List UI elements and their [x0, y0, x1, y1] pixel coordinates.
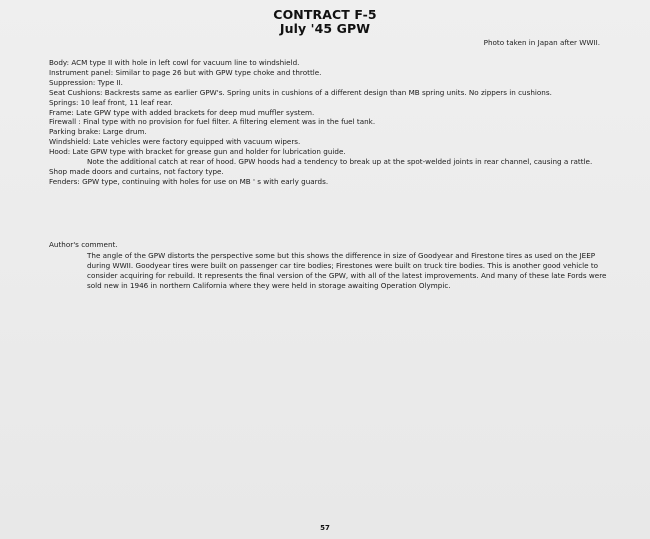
spec-parking-brake: Parking brake: Large drum.: [49, 127, 147, 137]
spec-seat-cushions: Seat Cushions: Backrests same as earlier GPW's. Spring units in cushions of a different design than MB spring units. No zippers in cushions.: [49, 87, 552, 97]
contract-title: CONTRACT F-5: [273, 7, 377, 22]
photo-caption: Photo taken in Japan after WWII.: [483, 38, 600, 47]
spec-frame: Frame: Late GPW type with added brackets for deep mud muffler system.: [49, 107, 315, 117]
spec-suppression: Suppression: Type II.: [49, 77, 123, 87]
spec-hood: Hood: Late GPW type with bracket for grease gun and holder for lubrication guide.: [49, 147, 346, 157]
spec-instrument-panel: Instrument panel: Similar to page 26 but with GPW type choke and throttle.: [49, 67, 322, 77]
author-comment-heading: Author's comment.: [49, 240, 118, 249]
spec-springs: Springs: 10 leaf front, 11 leaf rear.: [49, 97, 173, 107]
spec-firewall: Firewall : Final type with no provision for fuel filter. A filtering element was in the fuel tank.: [49, 117, 376, 127]
spec-doors-curtains: Shop made doors and curtains, not factory type.: [49, 166, 224, 176]
author-comment-body: The angle of the GPW distorts the perspective some but this shows the difference in size of Goodyear and Firestone tires as used on the JEEP during WWII. Goodyear tires were built on passenger car tire bodies; Firestones were built on truck tire bodies. This is another good vehicle to consider acquiring for rebuild. It represents the final version of the GPW, with all of the latest improvements. And many of these late Fords were sold new in 1946 in northern California where they were held in storage awaiting Operation Olympic.: [87, 250, 607, 290]
spec-hood-note: Note the additional catch at rear of hood. GPW hoods had a tendency to break up at the spot-welded joints in rear channel, causing a rattle.: [87, 157, 593, 167]
model-date-title: July '45 GPW: [279, 21, 371, 36]
page-number: 57: [320, 524, 330, 532]
spec-windshield: Windshield: Late vehicles were factory equipped with vacuum wipers.: [49, 137, 301, 147]
spec-fenders: Fenders: GPW type, continuing with holes for use on MB ' s with early guards.: [49, 176, 329, 186]
spec-list: [49, 58, 609, 187]
spec-body: Body: ACM type II with hole in left cowl for vacuum line to windshield.: [49, 58, 300, 67]
title-block: [0, 8, 650, 36]
author-comment: [49, 240, 609, 291]
